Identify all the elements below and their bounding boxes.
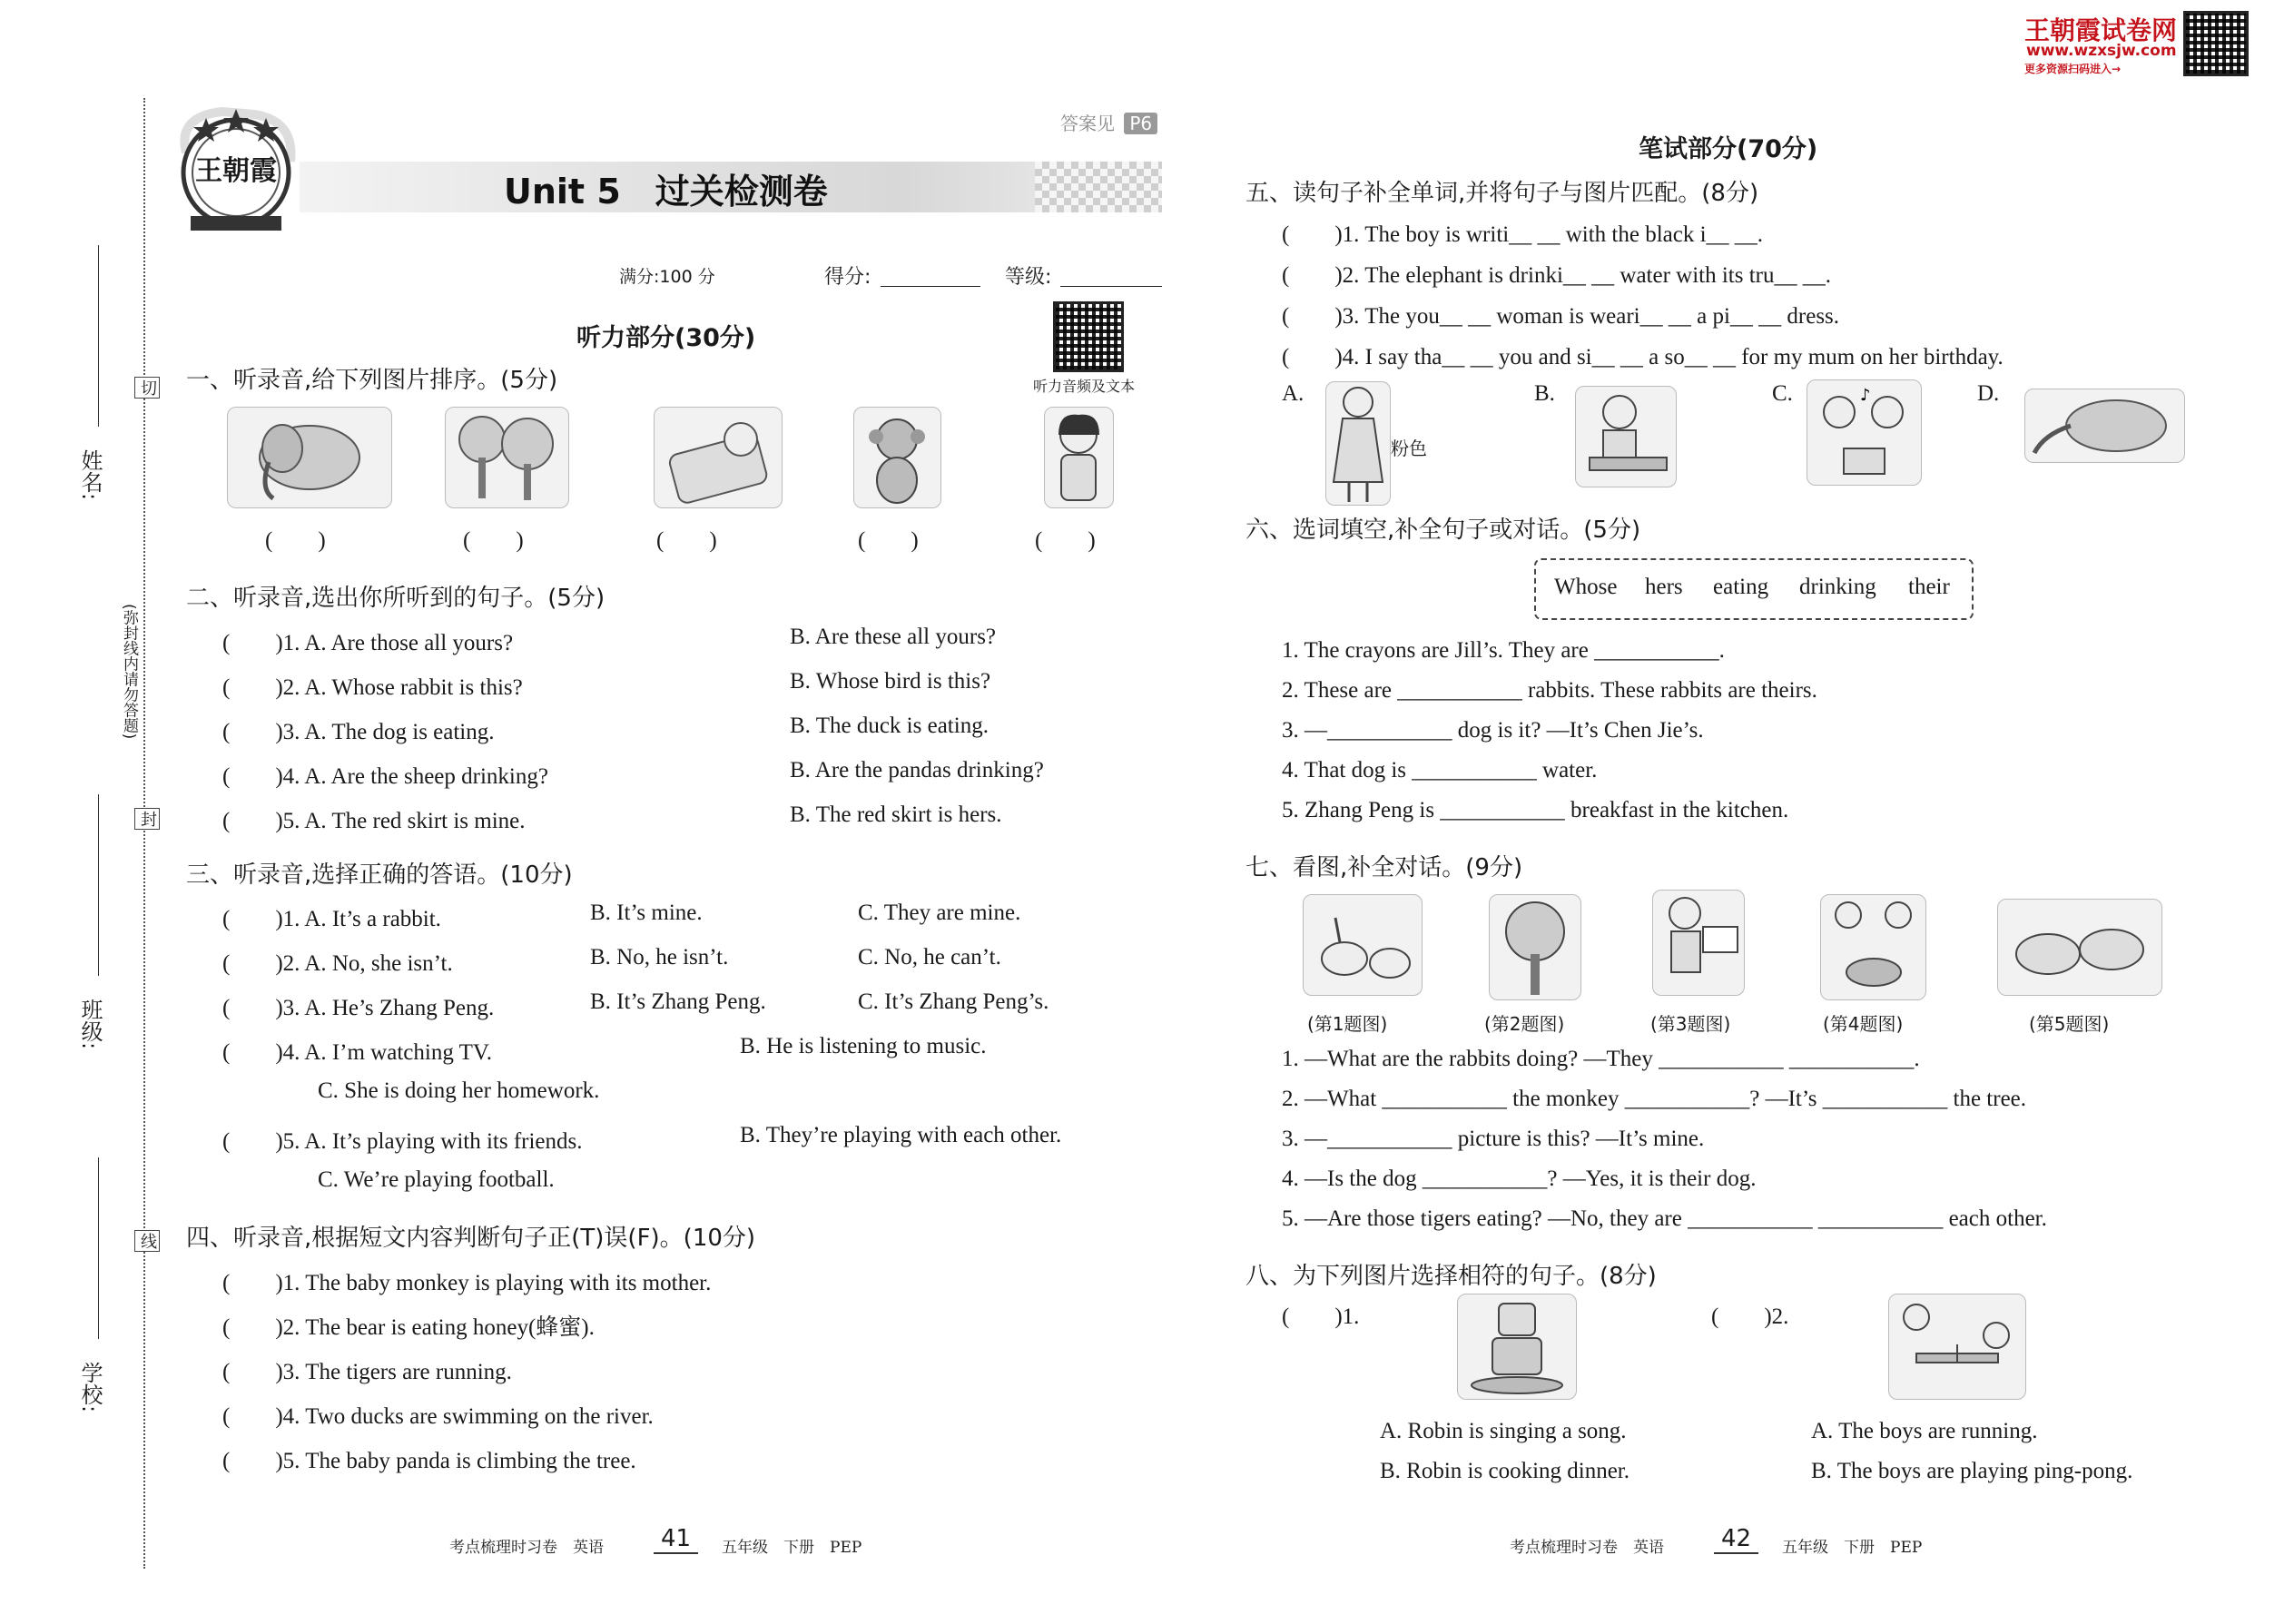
list-item: 5. Zhang Peng is ___________ breakfast in the kitchen. [1282,798,1789,822]
word-bank [1534,558,1974,620]
line-mark: 线 [134,1230,160,1252]
answer-paren-3[interactable]: ( ) [656,528,717,553]
section-5-title: 五、读句子补全单词,并将句子与图片匹配。(8分) [1245,180,1759,207]
binding-margin [54,91,157,1580]
school-label: 学校: [77,1362,103,1413]
right-footer [1510,1525,1982,1561]
seal-mark: 封 [134,808,160,830]
section-2-title: 二、听录音,选出你所听到的句子。(5分) [186,585,605,612]
right-footer-book: 考点梳理时习卷 英语 [1510,1539,1664,1557]
list-item: ( )3. A. The dog is eating. [222,720,495,744]
option-c: C. No, he can’t. [858,945,1001,969]
listening-title: 听力部分(30分) [576,324,756,352]
left-page-number: 41 [654,1525,698,1554]
site-tagline: 更多资源扫码进入→ [2024,63,2122,75]
list-item: ( )3. The tigers are running. [222,1360,512,1384]
list-item: 3. —___________ dog is it? —It’s Chen Jie’s. [1282,718,1704,743]
caption-2: (第2题图) [1484,1013,1565,1035]
caption-5: (第5题图) [2029,1013,2110,1035]
list-item: ( )1. A. It’s a rabbit. [222,907,441,931]
answer-paren-2[interactable]: ( ) [463,528,524,553]
rabbits-picture [1303,894,1423,996]
option-b: B. Whose bird is this? [790,669,991,694]
list-item: ( )2. A. No, she isn’t. [222,951,453,976]
section-3-title: 三、听录音,选择正确的答语。(10分) [186,861,573,889]
right-footer-grade: 五年级 下册 PEP [1782,1539,1923,1557]
class-label: 班级: [77,999,103,1050]
elephant-picture [227,407,392,508]
logo-text: 王朝霞 [195,155,277,187]
option-b-label: B. [1534,381,1555,406]
boy-picture-picture [1652,890,1745,996]
list-item: 4. —Is the dog ___________? —Yes, it is their dog. [1282,1166,1757,1191]
grade-field[interactable] [1060,286,1162,287]
option-b: B. He is listening to music. [740,1034,987,1058]
section-8-title: 八、为下列图片选择相符的句子。(8分) [1245,1263,1657,1290]
answer-paren-5[interactable]: ( ) [1035,528,1096,553]
left-footer-grade: 五年级 下册 PEP [722,1539,862,1557]
cut-mark: 切 [134,377,160,399]
list-item: ( )2. A. Whose rabbit is this? [222,675,523,700]
pink-label: 粉色 [1391,438,1427,459]
left-footer-book: 考点梳理时习卷 英语 [449,1539,604,1557]
monkey-picture [853,407,941,508]
word-whose: Whose [1554,575,1618,599]
boy-writing-picture [1575,386,1677,487]
q8-2-option-a: A. The boys are running. [1811,1419,2038,1443]
option-c: C. She is doing her homework. [318,1078,600,1103]
score-field[interactable] [881,286,980,287]
option-b: B. No, he isn’t. [590,945,729,969]
word-eating: eating [1713,575,1769,599]
option-b: B. Are these all yours? [790,625,997,649]
q8-1: ( )1. [1282,1304,1360,1329]
list-item: ( )1. The baby monkey is playing with its mother. [222,1271,712,1295]
list-item: ( )5. A. The red skirt is mine. [222,809,526,833]
option-c: C. They are mine. [858,901,1021,925]
caption-1: (第1题图) [1307,1013,1388,1035]
right-page-number: 42 [1714,1525,1758,1554]
ping-pong-picture [1888,1294,2026,1400]
list-item: ( )4. Two ducks are swimming on the river. [222,1404,654,1429]
list-item: ( )2. The elephant is drinki__ __ water with its tru__ __. [1282,263,1831,288]
dotted-cut-line [143,98,145,1569]
list-item: 1. The crayons are Jill’s. They are ___________. [1282,638,1725,663]
word-drinking: drinking [1799,575,1876,599]
answer-paren-4[interactable]: ( ) [858,528,919,553]
option-b: B. They’re playing with each other. [740,1123,1062,1147]
list-item: 5. —Are those tigers eating? —No, they are ___________ ___________ each other. [1282,1206,2047,1231]
grade-label: 等级: [1005,266,1052,289]
site-url: www.wzxsjw.com [2026,42,2177,60]
answer-page-badge: P6 [1124,113,1157,134]
list-item: ( )2. The bear is eating honey(蜂蜜). [222,1315,595,1340]
full-score: 满分:100 分 [619,267,715,287]
checker-decoration [1035,162,1162,212]
list-item: ( )5. A. It’s playing with its friends. [222,1129,583,1154]
list-item: ( )3. A. He’s Zhang Peng. [222,996,495,1020]
list-item: 1. —What are the rabbits doing? —They ___________ ___________. [1282,1047,1920,1071]
option-c-label: C. [1772,381,1793,406]
option-b: B. It’s mine. [590,901,703,925]
caption-3: (第3题图) [1650,1013,1731,1035]
section-6-title: 六、选词填空,补全句子或对话。(5分) [1245,517,1641,544]
name-label: 姓名: [77,449,103,501]
left-footer [449,1525,921,1561]
list-item: ( )4. I say tha__ __ you and si__ __ a so__ __ for my mum on her birthday. [1282,345,2004,369]
girl-eating-picture [1044,407,1114,508]
monkey-tree-picture [1489,894,1581,1000]
list-item: 2. These are ___________ rabbits. These rabbits are theirs. [1282,678,1817,703]
q8-2-option-b: B. The boys are playing ping-pong. [1811,1459,2133,1483]
list-item: ( )4. A. I’m watching TV. [222,1040,492,1065]
option-b: B. The red skirt is hers. [790,802,1002,827]
list-item: ( )1. The boy is writi__ __ with the black i__ __. [1282,222,1764,247]
word-their: their [1908,575,1950,599]
q8-1-option-b: B. Robin is cooking dinner. [1380,1459,1629,1483]
option-b: B. It’s Zhang Peng. [590,989,766,1014]
audio-qr-code[interactable] [1053,301,1124,372]
trees-picture [445,407,569,508]
school-underline [98,1157,99,1339]
list-item: 2. —What ___________ the monkey ___________? —It’s ___________ the tree. [1282,1087,2027,1111]
list-item: 4. That dog is ___________ water. [1282,758,1598,782]
answer-ref-label: 答案见 [1060,113,1115,134]
list-item: ( )5. The baby panda is climbing the tree. [222,1449,636,1473]
option-b: B. Are the pandas drinking? [790,758,1044,782]
section-1-title: 一、听录音,给下列图片排序。(5分) [186,367,558,394]
list-item: ( )4. A. Are the sheep drinking? [222,764,548,789]
qr-caption: 听力音频及文本 [1033,378,1136,395]
answer-ref [1060,109,1157,135]
seal-notice: (弥封线内请勿答题) [120,604,138,740]
site-name: 王朝霞试卷网 [2024,15,2178,45]
q8-1-option-a: A. Robin is singing a song. [1380,1419,1627,1443]
q8-2: ( )2. [1711,1304,1789,1329]
sleeping-picture [654,407,783,508]
list-item: ( )1. A. Are those all yours? [222,631,514,655]
score-label: 得分: [824,266,871,289]
option-c: C. It’s Zhang Peng’s. [858,989,1049,1014]
elephant-drinking-picture [2024,389,2185,463]
option-d-label: D. [1977,381,2000,406]
brand-logo [168,98,304,234]
list-item: 3. —___________ picture is this? —It’s mine. [1282,1127,1705,1151]
family-dog-picture [1820,894,1926,1000]
list-item: ( )3. The you__ __ woman is weari__ __ a pi__ __ dress. [1282,304,1840,329]
page-title: Unit 5 过关检测卷 [504,172,828,212]
robin-cooking-picture [1457,1294,1577,1400]
birthday-song-picture [1807,379,1922,486]
option-b: B. The duck is eating. [790,714,989,738]
name-underline [98,245,99,427]
writing-title: 笔试部分(70分) [1639,135,1818,163]
caption-4: (第4题图) [1823,1013,1904,1035]
site-qr-code[interactable] [2183,11,2249,76]
word-hers: hers [1645,575,1683,599]
woman-dress-picture [1325,381,1391,506]
class-underline [98,794,99,976]
option-c: C. We’re playing football. [318,1167,555,1192]
section-4-title: 四、听录音,根据短文内容判断句子正(T)误(F)。(10分) [186,1225,756,1252]
option-a-label: A. [1282,381,1305,406]
svg-text:♪: ♪ [1860,386,1871,405]
tigers-picture [1997,899,2162,996]
answer-paren-1[interactable]: ( ) [265,528,326,553]
section-7-title: 七、看图,补全对话。(9分) [1245,854,1523,881]
